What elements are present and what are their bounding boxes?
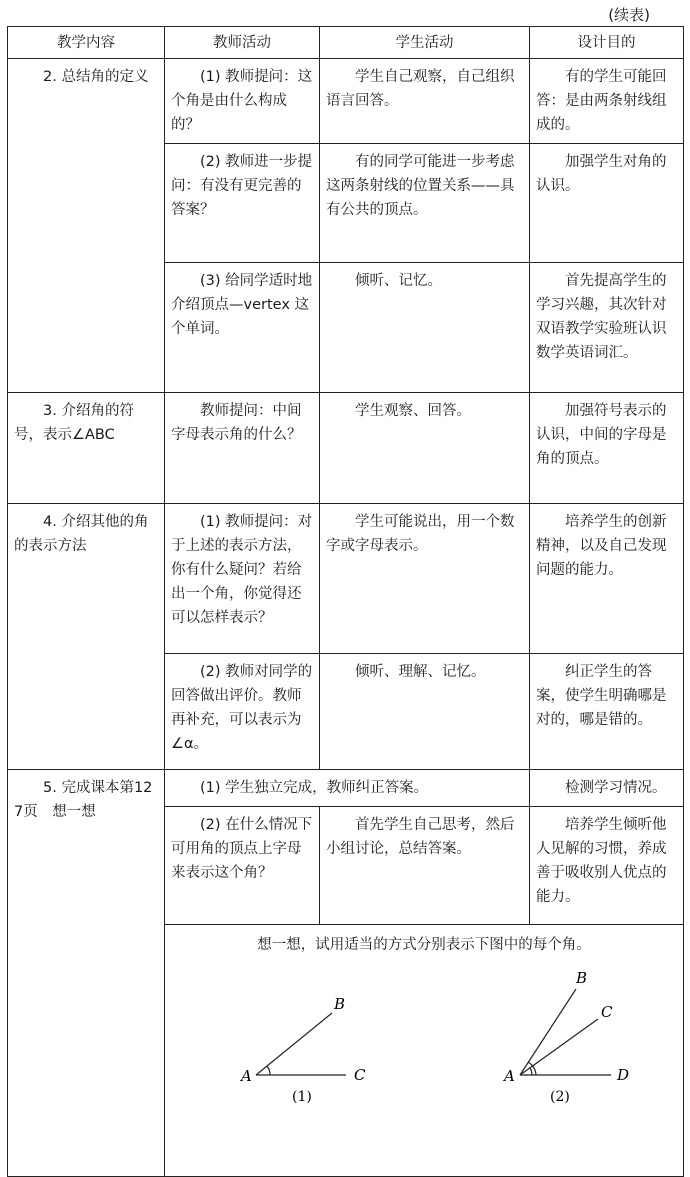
purpose-cell: 加强学生对角的认识。 [530,144,684,263]
figure-2 [520,989,611,1075]
point-c-1: C [354,1066,366,1084]
teacher-cell: (1) 教师提问：对于上述的表示方法，你有什么疑问？若给出一个角，你觉得还可以怎样表示？ [165,504,320,654]
continued-label: (续表) [608,6,650,24]
purpose-cell: 首先提高学生的学习兴趣，其次针对双语教学实验班认识数学英语词汇。 [530,263,684,393]
purpose-cell: 检测学习情况。 [530,770,684,807]
point-c-2: C [601,1003,613,1021]
teacher-cell: (2) 教师进一步提问：有没有更完善的答案？ [165,144,320,263]
angle-arc [530,1068,532,1075]
teacher-cell: (2) 在什么情况下可用角的顶点上字母来表示这个角？ [165,807,320,925]
purpose-cell: 培养学生的创新精神，以及自己发现问题的能力。 [530,504,684,654]
student-cell: 倾听、记忆。 [320,263,530,393]
teacher-cell: (3) 给同学适时地介绍顶点—vertex 这个单词。 [165,263,320,393]
header-purpose: 设计目的 [530,27,684,59]
student-cell: 倾听、理解、记忆。 [320,654,530,770]
section-3-content: 3. 介绍角的符号，表示∠ABC [8,393,165,504]
student-cell: 有的同学可能进一步考虑这两条射线的位置关系——具有公共的顶点。 [320,144,530,263]
ray-ac [520,1019,598,1075]
header-teacher: 教师活动 [165,27,320,59]
student-cell: 学生可能说出，用一个数字或字母表示。 [320,504,530,654]
point-a-1: A [241,1067,252,1085]
figure-1-label: (1) [292,1089,312,1105]
table-row [8,59,684,144]
point-b-1: B [334,995,346,1013]
angle-figures [174,967,674,1107]
point-a-2: A [504,1067,515,1085]
section-4-content: 4. 介绍其他的角的表示方法 [8,504,165,770]
point-d-2: D [617,1066,630,1084]
exercise-cell [165,925,684,1177]
teacher-cell: (1) 教师提问：这个角是由什么构成的？ [165,59,320,144]
purpose-cell: 加强符号表示的认识，中间的字母是角的顶点。 [530,393,684,504]
student-cell: 首先学生自己思考，然后小组讨论，总结答案。 [320,807,530,925]
purpose-cell: 纠正学生的答案，使学生明确哪是对的，哪是错的。 [530,654,684,770]
purpose-cell: 培养学生倾听他人见解的习惯，养成善于吸收别人优点的能力。 [530,807,684,925]
figure-1 [256,1013,346,1075]
point-b-2: B [576,969,588,987]
teacher-cell: (2) 教师对同学的回答做出评价。教师再补充，可以表示为∠α。 [165,654,320,770]
purpose-cell: 有的学生可能回答：是由两条射线组成的。 [530,59,684,144]
header-content: 教学内容 [8,27,165,59]
merged-activity-cell: (1) 学生独立完成，教师纠正答案。 [165,770,530,807]
section-2-content: 2. 总结角的定义 [8,59,165,393]
student-cell: 学生自己观察，自己组织语言回答。 [320,59,530,144]
header-row [8,27,684,59]
table-row [8,504,684,654]
header-student: 学生活动 [320,27,530,59]
figure-2-label: (2) [550,1089,570,1105]
section-5-content: 5. 完成课本第127页 想一想 [8,770,165,1177]
student-cell: 学生观察、回答。 [320,393,530,504]
angle-arc [267,1066,270,1075]
table-row [8,393,684,504]
table-row [8,770,684,807]
teacher-cell: 教师提问：中间字母表示角的什么？ [165,393,320,504]
lesson-plan-table [7,26,684,1177]
exercise-caption: 想一想，试用适当的方式分别表示下图中的每个角。 [257,937,591,953]
